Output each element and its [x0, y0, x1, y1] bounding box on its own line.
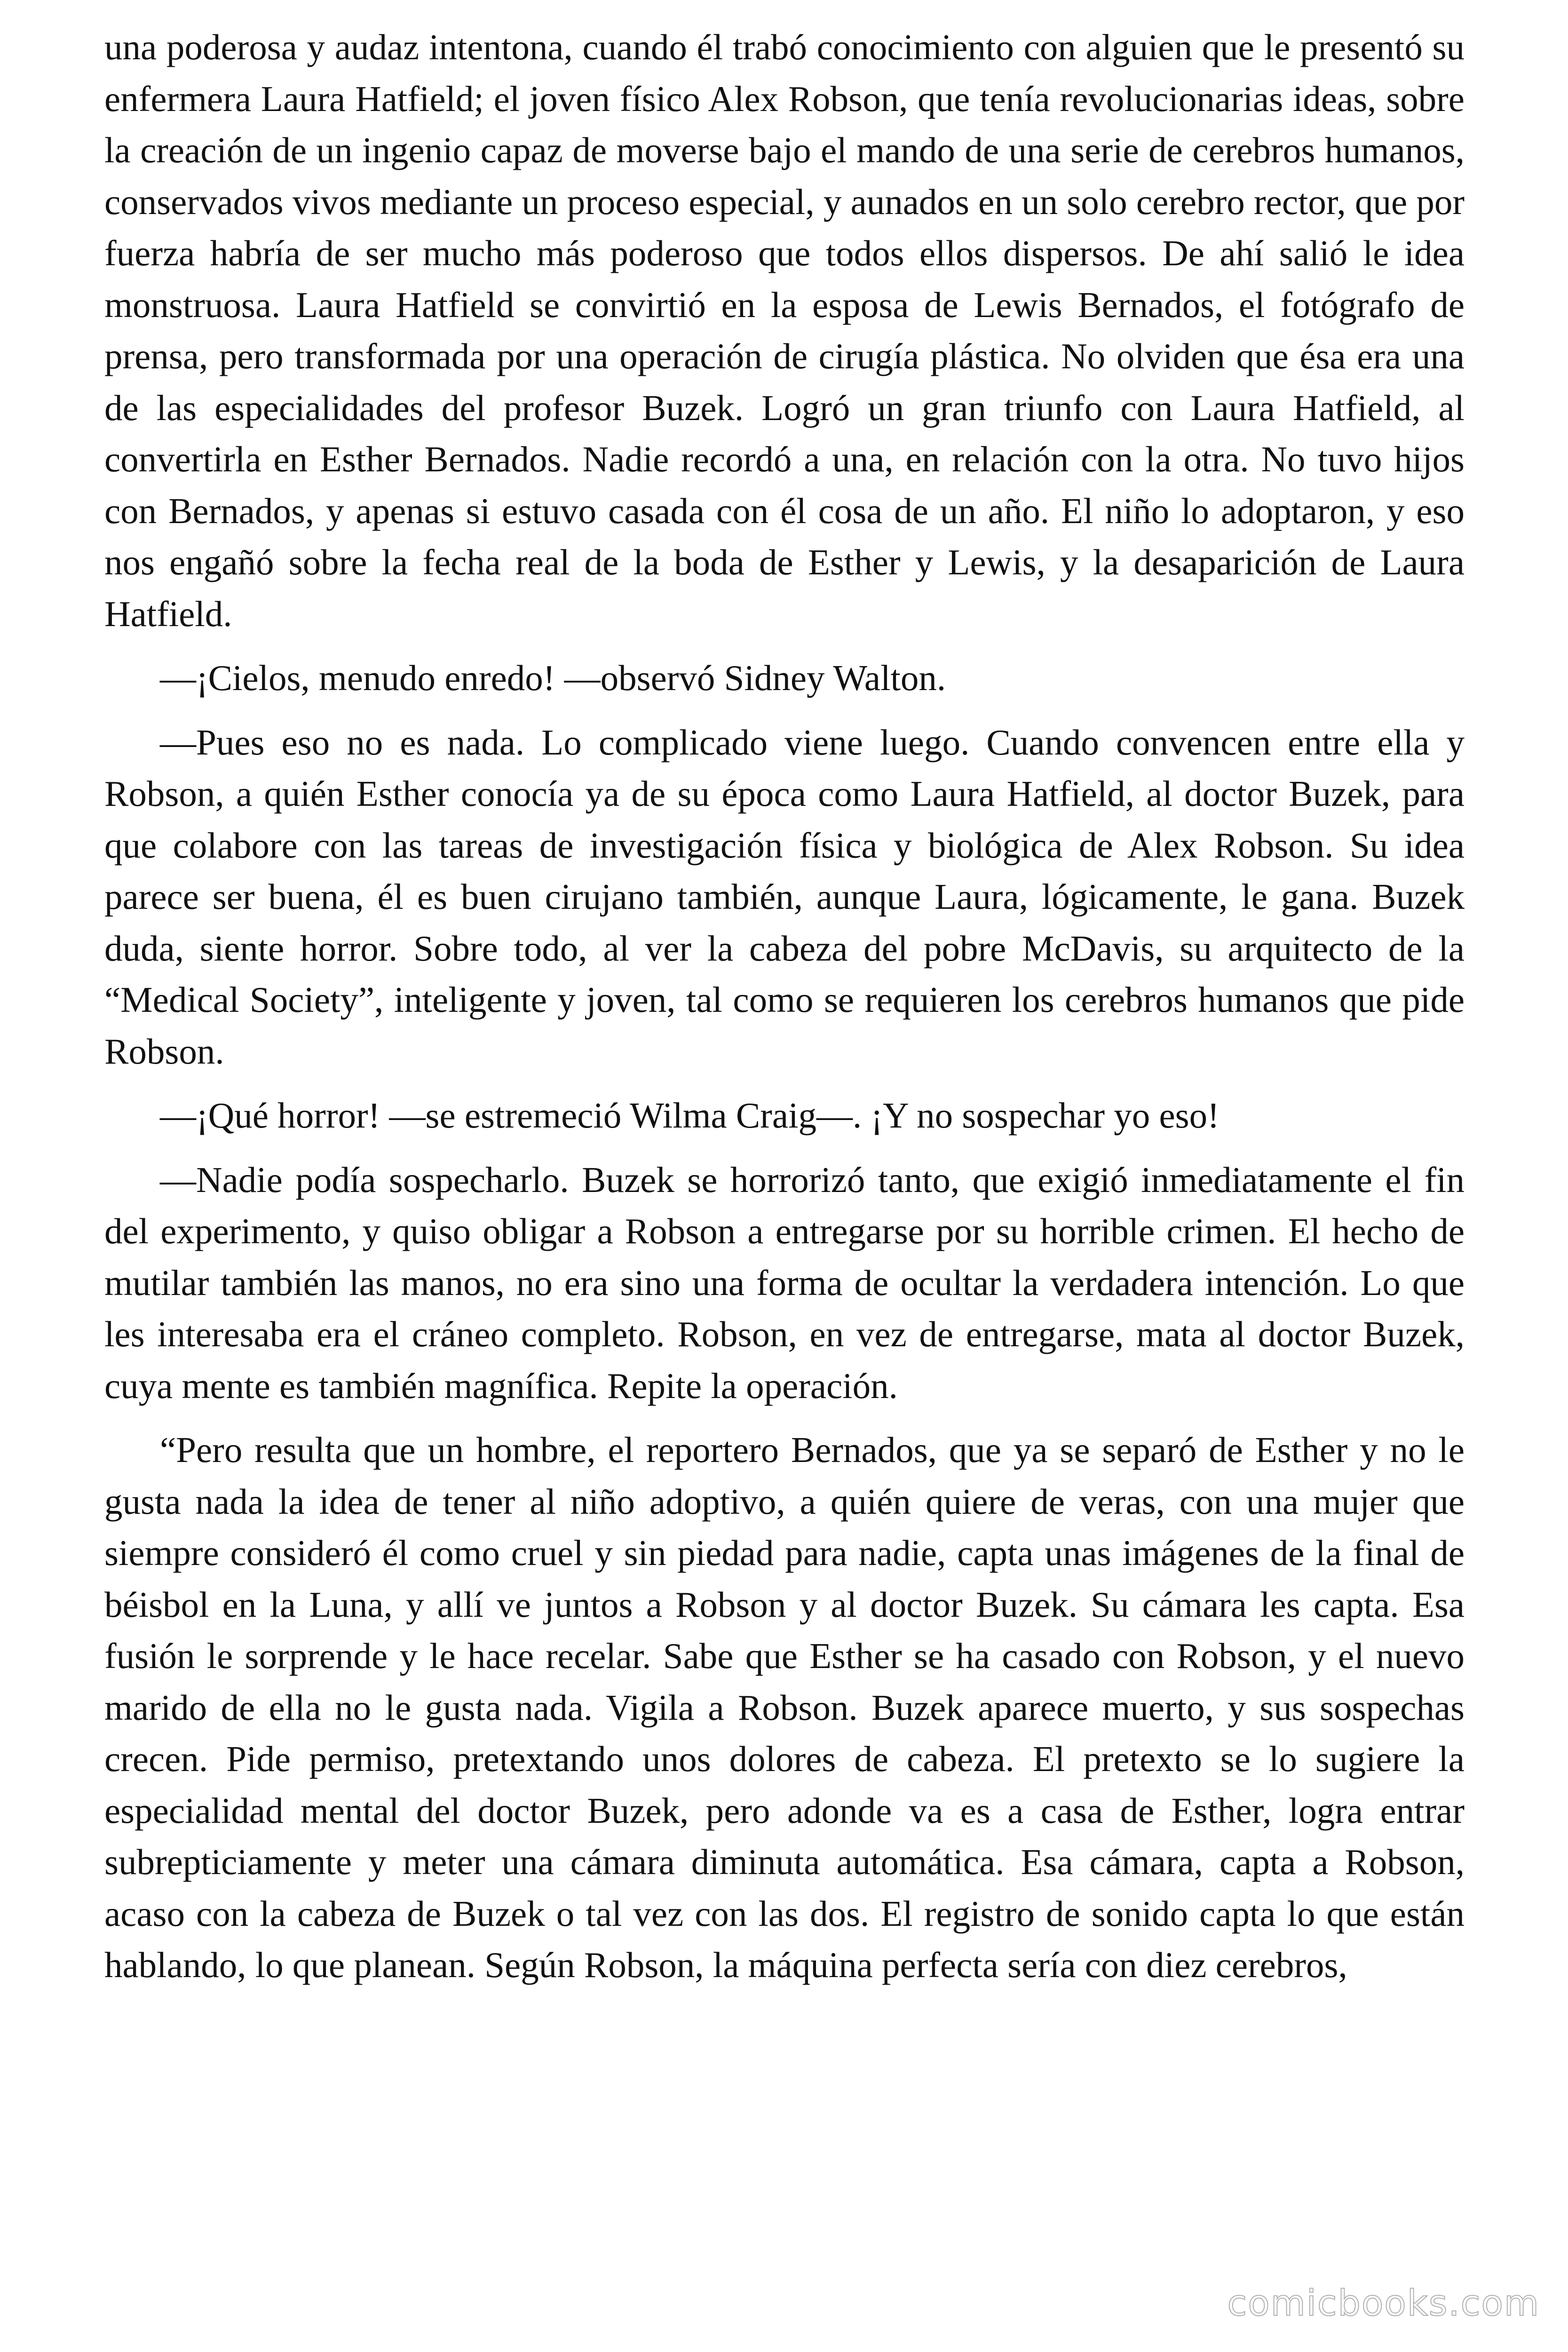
body-text: [104, 22, 1465, 2004]
paragraph-2: —¡Cielos, menudo enredo! —observó Sidney Walton.: [160, 658, 946, 698]
paragraph-1: una poderosa y audaz intentona, cuando él trabó conocimiento con alguien que le presentó su enfermera Laura Hatfield; el joven físico Alex Robson, que tenía revolucionarias ideas, sobre la creación de un ingenio capaz de moverse bajo el mando de una serie de cerebros humanos, conservados vivos mediante un proceso especial, y aunados en un solo cerebro rector, que por fuerza habría de ser mucho más poderoso que todos ellos dispersos. De ahí salió le idea monstruosa. Laura Hatfield se convirtió en la esposa de Lewis Bernados, el fotógrafo de prensa, pero transformada por una operación de cirugía plástica. No olviden que ésa era una de las especialidades del profesor Buzek. Logró un gran triunfo con Laura Hatfield, al convertirla en Esther Bernados. Nadie recordó a una, en relación con la otra. No tuvo hijos con Bernados, y apenas si estuvo casada con él cosa de un año. El niño lo adoptaron, y eso nos engañó sobre la fecha real de la boda de Esther y Lewis, y la desaparición de Laura Hatfield.: [104, 27, 1465, 634]
paragraph-4: —¡Qué horror! —se estremeció Wilma Craig—. ¡Y no sospechar yo eso!: [160, 1095, 1220, 1136]
paragraph-3: —Pues eso no es nada. Lo complicado viene luego. Cuando convencen entre ella y Robson, a quién Esther conocía ya de su época como Laura Hatfield, al doctor Buzek, para que colabore con las tareas de investigación física y biológica de Alex Robson. Su idea parece ser buena, él es buen cirujano también, aunque Laura, lógicamente, le gana. Buzek duda, siente horror. Sobre todo, al ver la cabeza del pobre McDavis, su arquitecto de la “Medical Society”, inteligente y joven, tal como se requieren los cerebros humanos que pide Robson.: [104, 722, 1465, 1072]
watermark: comicbooks.com: [1227, 2282, 1540, 2324]
paragraph-6: “Pero resulta que un hombre, el reportero Bernados, que ya se separó de Esther y no le gusta nada la idea de tener al niño adoptivo, a quién quiere de veras, con una mujer que siempre consideró él como cruel y sin piedad para nadie, capta unas imágenes de la final de béisbol en la Luna, y allí ve juntos a Robson y al doctor Buzek. Su cámara les capta. Esa fusión le sorprende y le hace recelar. Sabe que Esther se ha casado con Robson, y el nuevo marido de ella no le gusta nada. Vigila a Robson. Buzek aparece muerto, y sus sospechas crecen. Pide permiso, pretextando unos dolores de cabeza. El pretexto se lo sugiere la especialidad mental del doctor Buzek, pero adonde va es a casa de Esther, logra entrar subrepticiamente y meter una cámara diminuta automática. Esa cámara, capta a Robson, acaso con la cabeza de Buzek o tal vez con las dos. El registro de sonido capta lo que están hablando, lo que planean. Según Robson, la máquina perfecta sería con diez cerebros,: [104, 1430, 1465, 1985]
paragraph-5: —Nadie podía sospecharlo. Buzek se horrorizó tanto, que exigió inmediatamente el fin del experimento, y quiso obligar a Robson a entregarse por su horrible crimen. El hecho de mutilar también las manos, no era sino una forma de ocultar la verdadera intención. Lo que les interesaba era el cráneo completo. Robson, en vez de entregarse, mata al doctor Buzek, cuya mente es también magnífica. Repite la operación.: [104, 1159, 1465, 1406]
